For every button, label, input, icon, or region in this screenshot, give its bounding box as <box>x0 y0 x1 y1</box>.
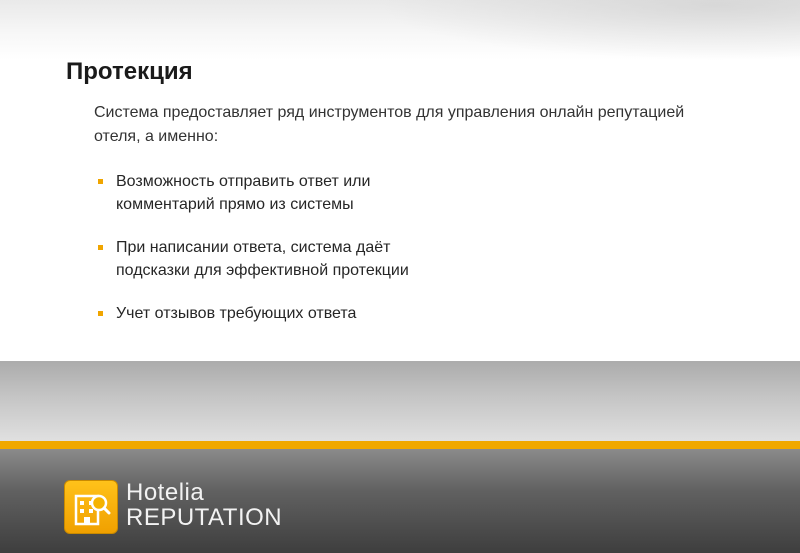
intro-text: Система предоставляет ряд инструментов для управления онлайн репутацией отеля, а именно: <box>94 104 685 145</box>
bullet-square-icon <box>98 245 103 250</box>
bullet-item <box>96 170 409 216</box>
slide-title: Протекция <box>66 58 193 85</box>
brand-subtitle: REPUTATION <box>126 504 283 531</box>
bullet-list <box>96 170 409 325</box>
bullet-square-icon <box>98 311 103 316</box>
bullet-text: Возможность отправить ответ или комментарий прямо из системы <box>116 173 371 213</box>
header-gradient <box>0 0 800 60</box>
footer-dark-band <box>0 449 800 553</box>
brand-name: Hotelia <box>126 479 205 506</box>
bullet-item <box>96 236 409 282</box>
bullet-square-icon <box>98 179 103 184</box>
footer-gray-band <box>0 361 800 441</box>
bullet-text: При написании ответа, система даёт подсказки для эффективной протекции <box>116 239 409 279</box>
bullet-text: Учет отзывов требующих ответа <box>116 305 357 322</box>
bullet-item <box>96 302 409 325</box>
hotel-search-icon <box>64 480 118 534</box>
footer-accent-stripe <box>0 441 800 449</box>
